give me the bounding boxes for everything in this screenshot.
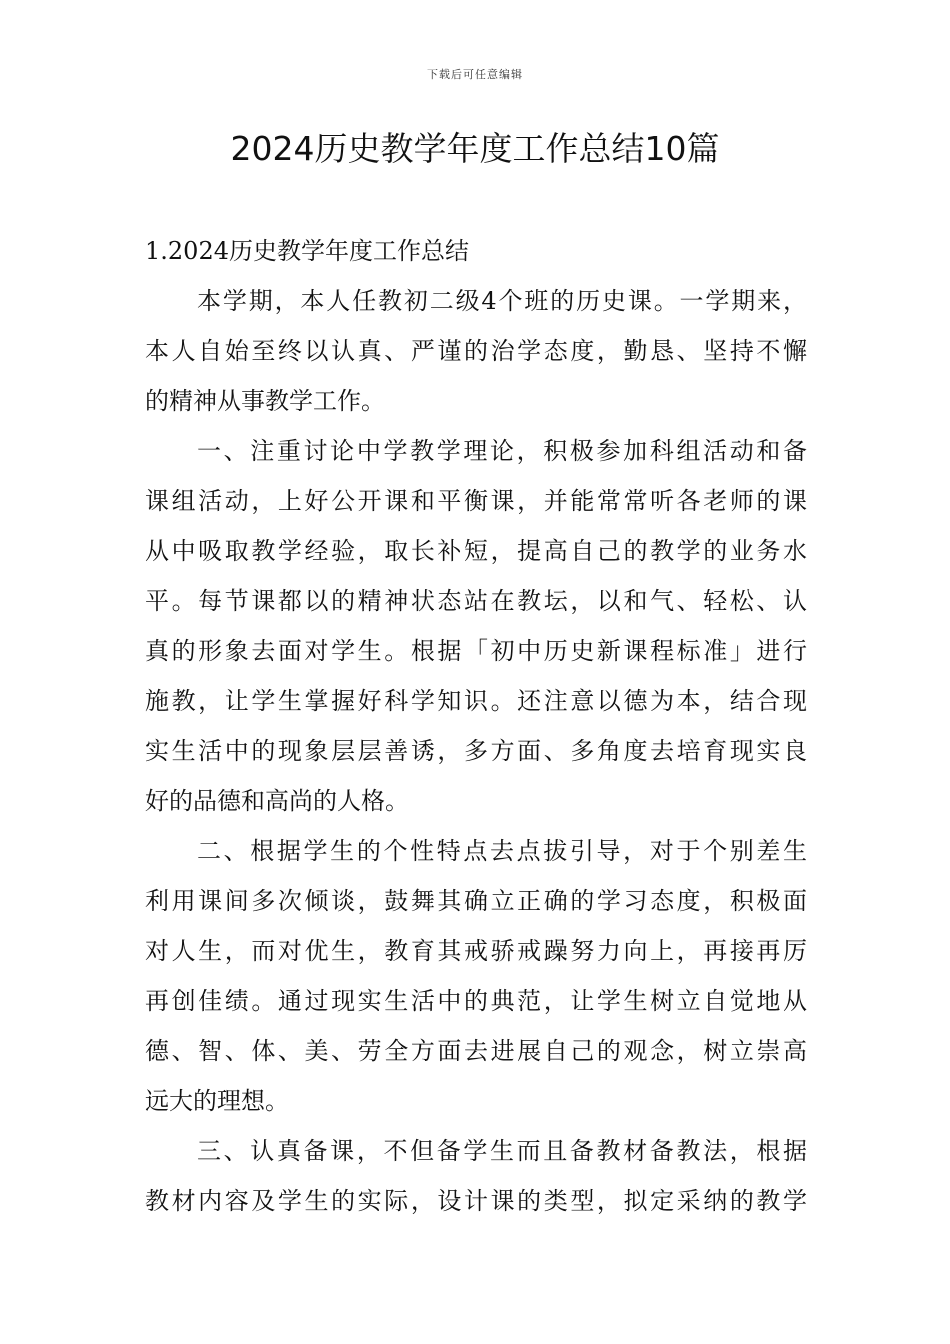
text-line: 实生活中的现象层层善诱，多方面、多角度去培育现实良: [145, 737, 807, 765]
text-line: 教材内容及学生的实际，设计课的类型，拟定采纳的教学: [145, 1187, 807, 1215]
text-line: 对人生，而对优生，教育其戒骄戒躁努力向上，再接再厉: [145, 937, 807, 965]
text-line: 好的品德和高尚的人格。: [145, 787, 409, 815]
text-line: 二、根据学生的个性特点去点拔引导，对于个别差生: [197, 837, 807, 865]
text-line: 德、智、体、美、劳全方面去进展自己的观念，树立崇高: [145, 1037, 807, 1065]
document-body: [145, 226, 807, 1226]
text-line: 利用课间多次倾谈，鼓舞其确立正确的学习态度，积极面: [145, 887, 807, 915]
text-line: 真的形象去面对学生。根据「初中历史新课程标准」进行: [145, 637, 807, 665]
text-line: 本学期，本人任教初二级4个班的历史课。一学期来，: [197, 287, 807, 315]
text-line: 三、认真备课，不但备学生而且备教材备教法，根据: [197, 1137, 807, 1165]
text-line: 课组活动，上好公开课和平衡课，并能常常听各老师的课: [145, 487, 807, 515]
text-line: 施教，让学生掌握好科学知识。还注意以德为本，结合现: [145, 687, 807, 715]
paragraph-1: [145, 276, 807, 426]
text-line: 的精神从事教学工作。: [145, 387, 385, 415]
paragraph-2: [145, 426, 807, 826]
document-title: 2024历史教学年度工作总结10篇: [230, 129, 720, 168]
text-line: 从中吸取教学经验，取长补短，提高自己的教学的业务水: [145, 537, 807, 565]
text-line: 平。每节课都以的精神状态站在教坛，以和气、轻松、认: [145, 587, 807, 615]
text-line: 远大的理想。: [145, 1087, 289, 1115]
text-line: 一、注重讨论中学教学理论，积极参加科组活动和备: [197, 437, 807, 465]
header-note: 下载后可任意编辑: [427, 68, 523, 81]
section-heading: 1.2024历史教学年度工作总结: [145, 237, 469, 265]
paragraph-4: [145, 1126, 807, 1226]
paragraph-3: [145, 826, 807, 1126]
text-line: 本人自始至终以认真、严谨的治学态度，勤恳、坚持不懈: [145, 337, 807, 365]
text-line: 再创佳绩。通过现实生活中的典范，让学生树立自觉地从: [145, 987, 807, 1015]
